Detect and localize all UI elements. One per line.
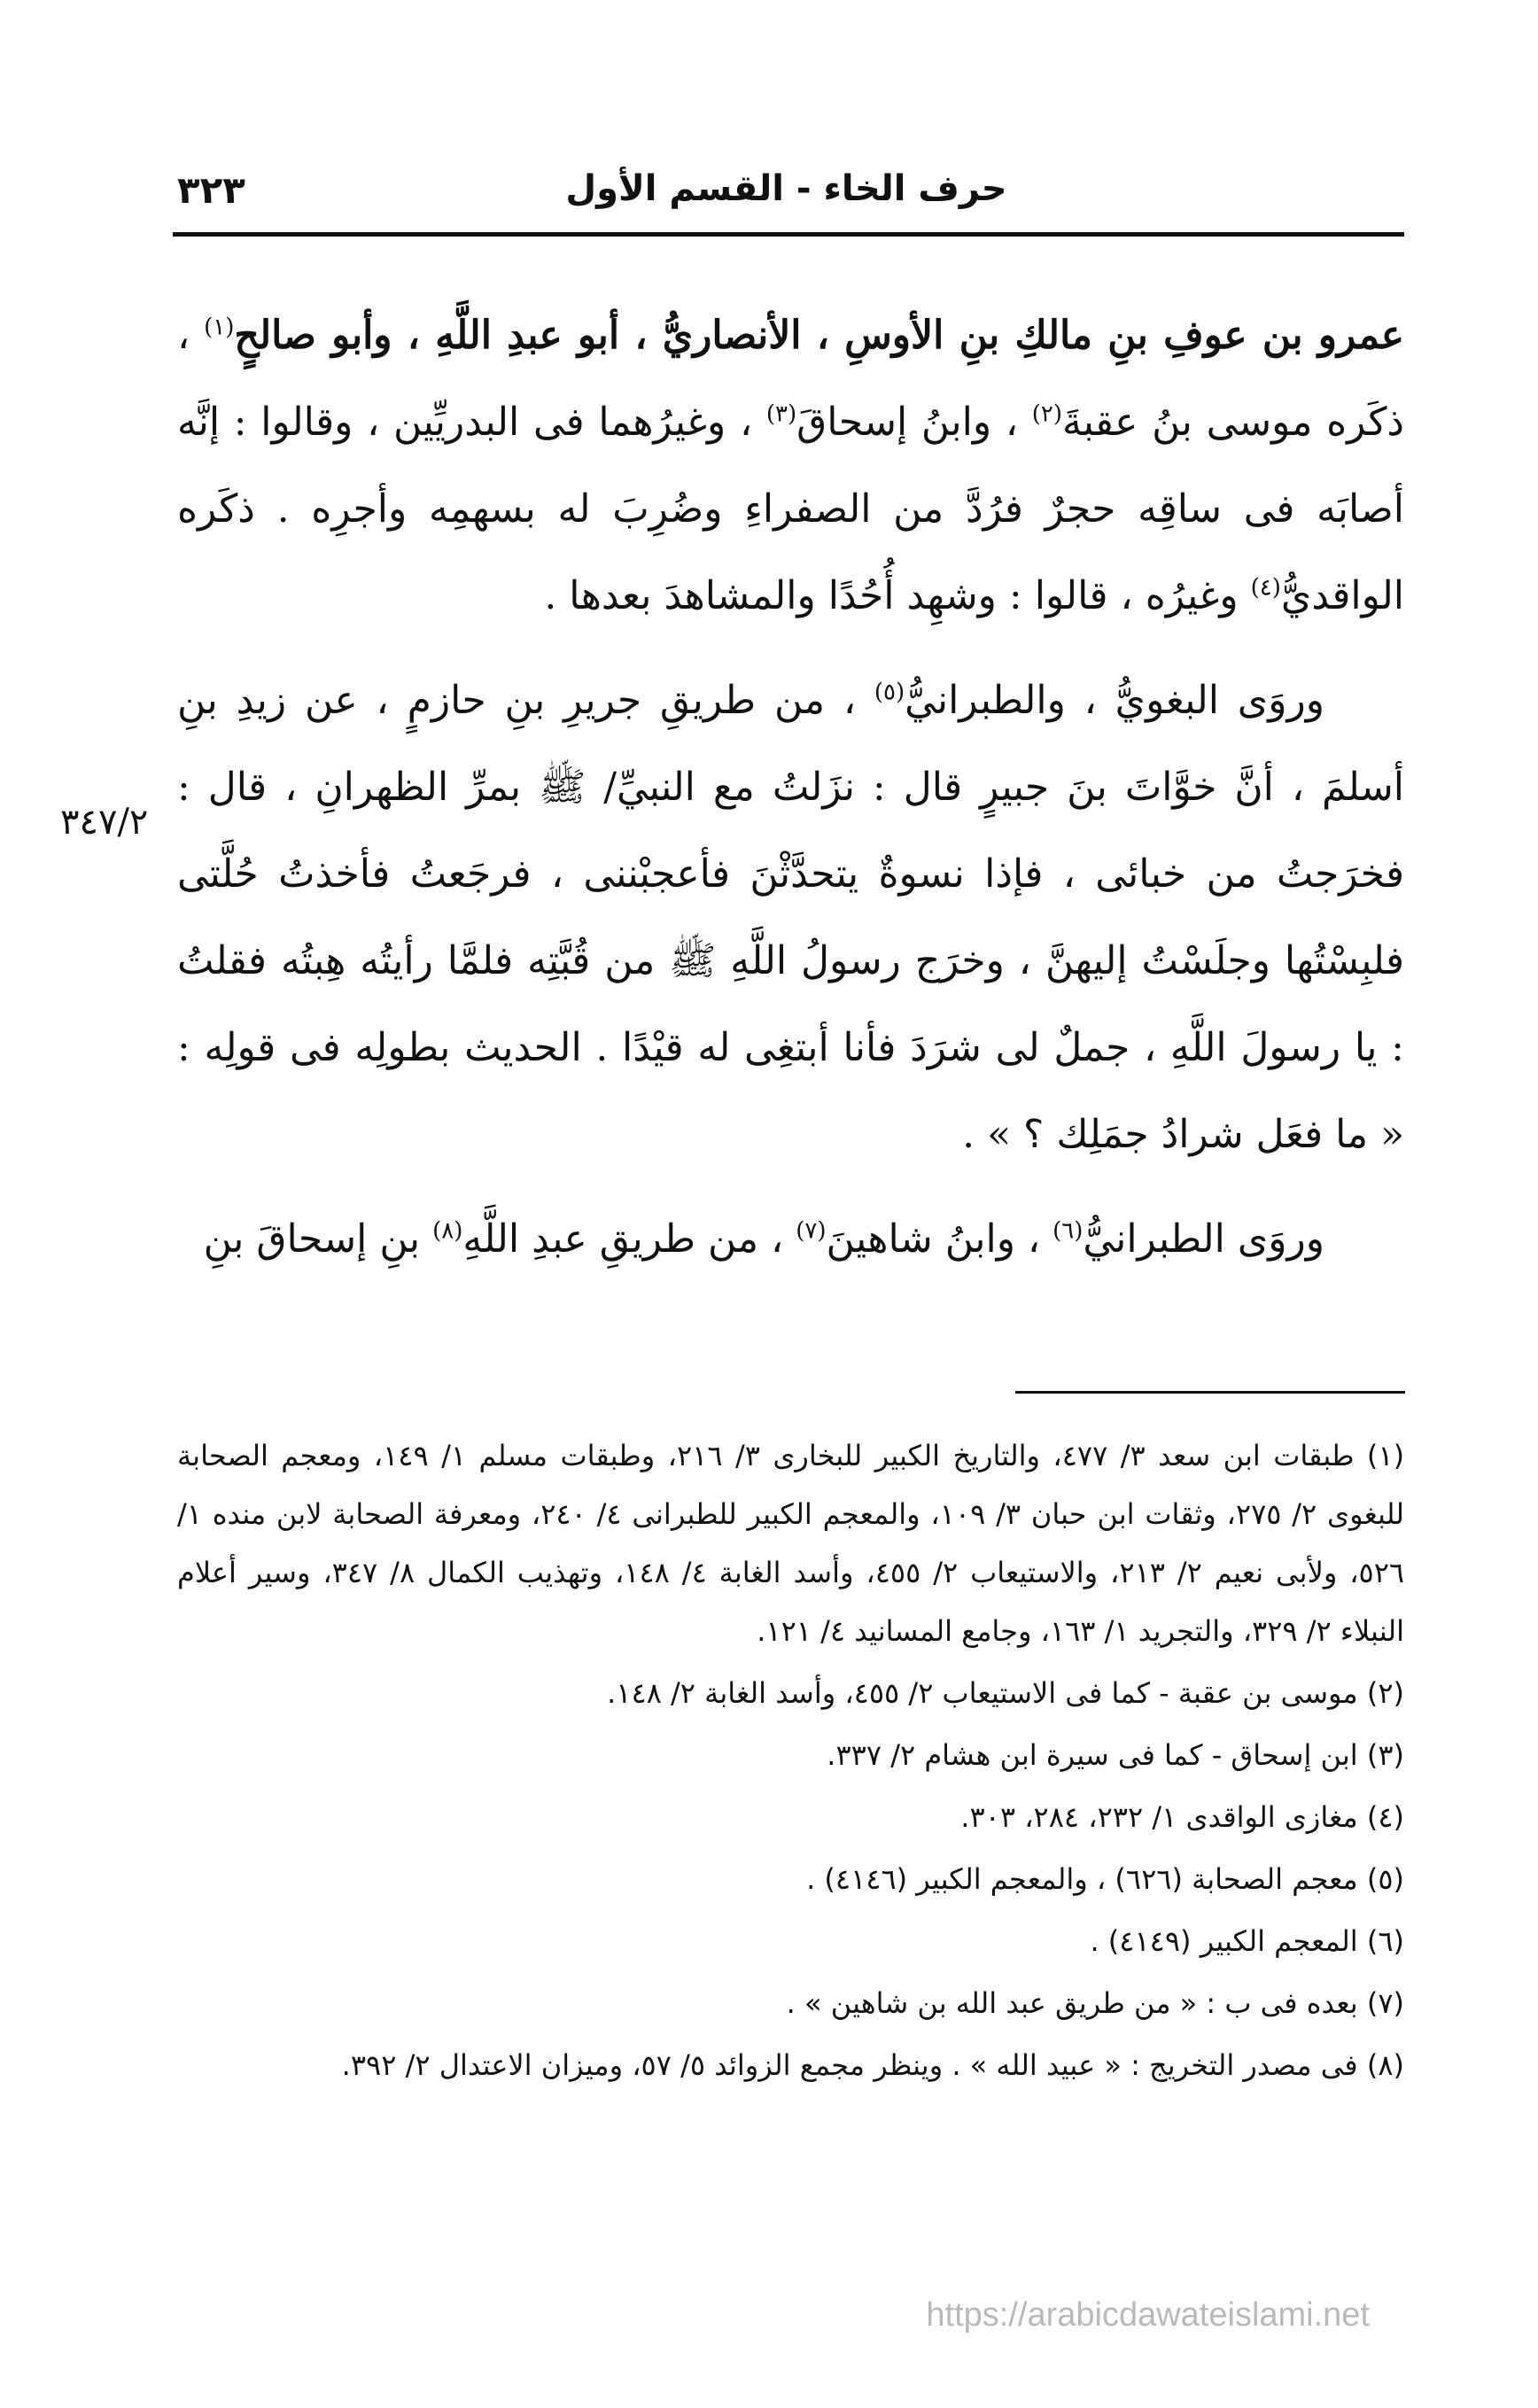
watermark-url: https://arabicdawateislami.net — [926, 2296, 1370, 2334]
footnote-7: (٧) بعده فى ب : « من طريق عبد الله بن شاهين » . — [786, 1986, 1404, 2020]
text-segment: ، من طريقِ جريرِ بنِ حازمٍ ، عن زيدِ بنِ أسلمَ ، أنَّ خوَّاتَ بنَ جبيرٍ قال : نزَلتُ مع النبيِّ/ ﷺ بمرِّ الظهرانِ ، قال : فخرَجتُ من خبائى ، فإذا نسوةٌ يتحدَّثْنَ فأعجبْننى ، فرجَعتُ فأخذتُ حُلَّتى فلبِسْتُها وجلَسْتُ إليهنَّ ، وخرَج رسولُ اللَّهِ ﷺ من قُبَّتِه فلمَّا رأيتُه هِبتُه فقلتُ : يا رسولَ اللَّهِ ، جملٌ لى شرَدَ فأنا أبتغِى له قيْدًا . الحديث بطولِه فى قولِه : « ما فعَل شرادُ جمَلِك ؟ » . — [177, 678, 1404, 1157]
footnote-4: (٤) مغازى الواقدى ١/ ٢٣٢، ٢٨٤، ٣٠٣. — [960, 1800, 1404, 1834]
footnote-divider — [1015, 1391, 1405, 1394]
footnote-ref-4: (٤) — [1250, 574, 1281, 602]
text-segment: ذكَره موسى بنُ عقبةَ — [1062, 400, 1404, 445]
footnote-5: (٥) معجم الصحابة (٦٢٦) ، والمعجم الكبير (٤١٤٦) . — [806, 1862, 1404, 1896]
page-number: ٣٢٣ — [177, 168, 245, 212]
footnote-1: (١) طبقات ابن سعد ٣/ ٤٧٧، والتاريخ الكبير للبخارى ٣/ ٢١٦، وطبقات مسلم ١/ ١٤٩، ومعجم الصحابة للبغوى ٢/ ٢٧٥، وثقات ابن حبان ٣/ ١٠٩، والمعجم الكبير للطبرانى ٤/ ٢٤٠، ومعرفة الصحابة لابن منده ١/ ٥٢٦، ولأبى نعيم ٢/ ٢١٣، والاستيعاب ٢/ ٤٥٥، وأسد الغابة ٤/ ١٤٨، وتهذيب الكمال ٨/ ٣٤٧، وسير أعلام النبلاء ٢/ ٣٢٩، والتجريد ١/ ١٦٣، وجامع المسانيد ٤/ ١٢١. — [177, 1439, 1405, 1648]
paragraph-3 — [177, 1196, 1404, 1283]
footnote-ref-7: (٧) — [796, 1217, 827, 1245]
footnote-6: (٦) المعجم الكبير (٤١٤٩) . — [1090, 1924, 1404, 1958]
text-segment: ، من طريقِ عبدِ اللَّهِ — [462, 1216, 796, 1262]
footnote-ref-1: (١) — [204, 314, 235, 341]
separator: ، — [177, 313, 205, 358]
margin-page-reference: ٣٤٧/٢ — [60, 802, 149, 843]
main-text — [177, 292, 1404, 1301]
footnote-ref-3: (٣) — [765, 400, 797, 428]
text-segment: ، وغيرُهما فى البدريِّين ، وقالوا : إنَّه أصابَه فى ساقِه حجرٌ فرُدَّ من الصفراءِ وضُرِبَ له بسهمِه وأجرِه . ذكَره الواقديُّ — [177, 400, 1404, 618]
header-divider — [173, 232, 1404, 237]
text-segment: ، وابنُ إسحاقَ — [796, 400, 1032, 445]
footnote-8: (٨) فى مصدر التخريج : « عبيد الله » . وينظر مجمع الزوائد ٥/ ٥٧، وميزان الاعتدال ٢/ ٣٩٢. — [341, 2048, 1404, 2082]
footnote-ref-2: (٢) — [1031, 400, 1063, 428]
footnote-3: (٣) ابن إسحاق - كما فى سيرة ابن هشام ٢/ ٣٣٧. — [827, 1738, 1404, 1772]
text-segment: بنِ إسحاقَ بنِ — [203, 1216, 433, 1262]
footnote-2: (٢) موسى بن عقبة - كما فى الاستيعاب ٢/ ٤٥٥، وأسد الغابة ٢/ ١٤٨. — [607, 1676, 1404, 1710]
header-title: حرف الخاء - القسم الأول — [565, 168, 1007, 209]
text-segment: وروَى الطبرانيُّ — [1083, 1216, 1324, 1262]
running-header — [177, 168, 1395, 230]
footnotes — [177, 1426, 1404, 2098]
footnote-ref-5: (٥) — [874, 679, 905, 706]
paragraph-1 — [177, 292, 1404, 640]
footnote-ref-8: (٨) — [432, 1217, 463, 1245]
entry-name: عمرو بن عوفِ بنِ مالكِ بنِ الأوسِ ، الأنصاريُّ ، أبو عبدِ اللَّهِ ، وأبو صالحٍ — [234, 313, 1405, 358]
text-segment: وروَى البغويُّ ، والطبرانيُّ — [905, 678, 1324, 723]
paragraph-2 — [177, 657, 1404, 1178]
text-segment: ، وابنُ شاهينَ — [826, 1216, 1053, 1262]
footnote-ref-6: (٦) — [1053, 1217, 1084, 1245]
text-segment: وغيرُه ، قالوا : وشهِد أُحُدًا والمشاهدَ بعدها . — [544, 573, 1251, 618]
